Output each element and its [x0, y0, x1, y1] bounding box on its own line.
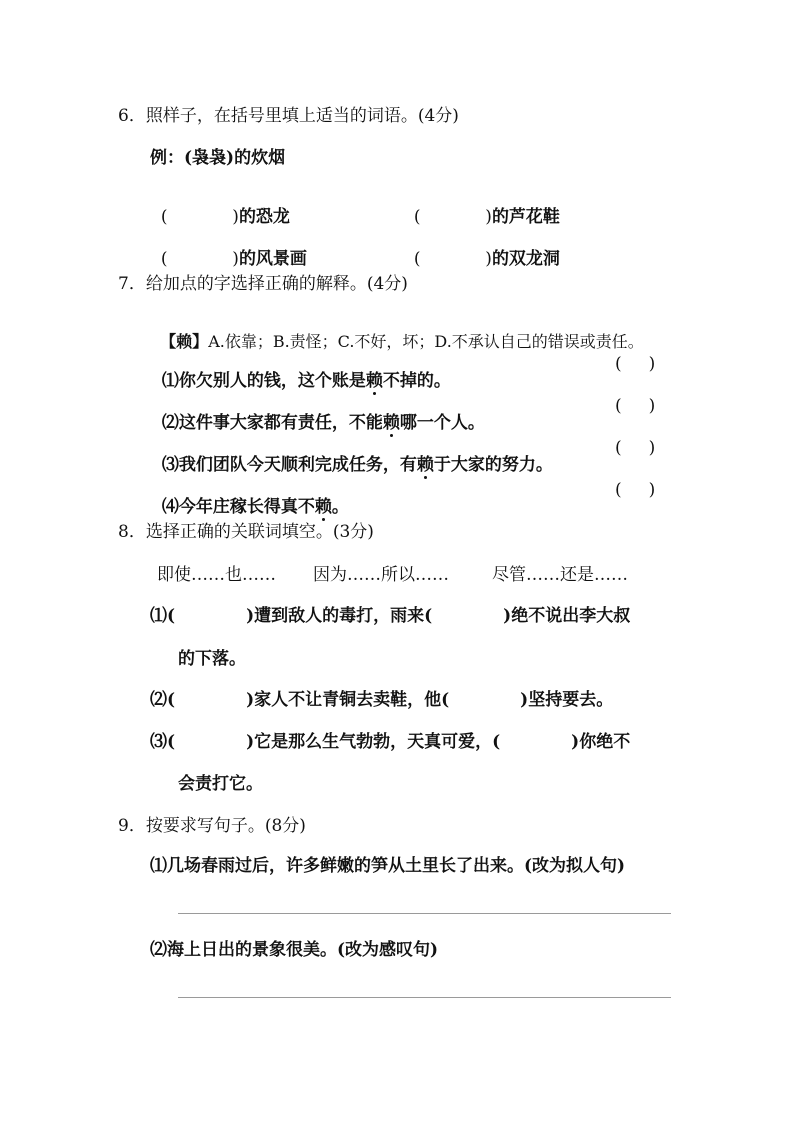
q8-item-1-line-2: 的下落。 — [178, 649, 246, 669]
q8-title: 8．选择正确的关联词填空。(3分) — [118, 522, 374, 542]
q6-item-3 — [150, 234, 307, 268]
q7-definition-body: A.依靠；B.责怪；C.不好，坏；D.不承认自己的错误或责任。 — [208, 332, 644, 351]
q7-item-4 — [150, 482, 349, 516]
q9-item-2: ⑵海上日出的景象很美。(改为感叹句) — [150, 940, 439, 960]
q7-title: 7．给加点的字选择正确的解释。(4分) — [118, 274, 408, 294]
q9-title: 9．按要求写句子。(8分) — [118, 816, 306, 836]
q7-item-2-post: 哪一个人。 — [399, 413, 485, 433]
q8-option-3: 尽管……还是…… — [492, 565, 628, 585]
q6-blank-1[interactable]: ( ) — [160, 207, 239, 227]
q7-item-3-pre: ⑶我们团队今天顺利完成任务，有 — [161, 455, 417, 475]
q7-answer-4[interactable]: ( ) — [615, 480, 656, 500]
q7-definition — [150, 318, 644, 350]
q7-item-4-pre: ⑷今年庄稼长得真不 — [161, 497, 315, 517]
q9-answer-line-2[interactable] — [178, 997, 671, 998]
q8-item-2-line-1: ⑵( )家人不让青铜去卖鞋，他( )坚持要去。 — [150, 690, 614, 710]
q7-answer-2[interactable]: ( ) — [615, 396, 656, 416]
q6-item-2 — [403, 192, 560, 226]
q7-item-3 — [150, 440, 553, 474]
q7-answer-1[interactable]: ( ) — [615, 354, 656, 374]
q6-item-1 — [150, 192, 290, 226]
q9-item-1: ⑴几场春雨过后，许多鲜嫩的笋从土里长了出来。(改为拟人句) — [150, 856, 626, 876]
q6-title: 6．照样子，在括号里填上适当的词语。(4分) — [118, 106, 459, 126]
q7-item-4-post: 。 — [331, 497, 349, 517]
q6-item-4 — [403, 234, 560, 268]
q7-item-1-post: 不掉的。 — [382, 371, 451, 391]
q9-answer-line-1[interactable] — [178, 913, 671, 914]
q8-option-2: 因为……所以…… — [313, 565, 449, 585]
q7-item-4-dotted-char: 赖 — [314, 497, 332, 517]
q7-item-2-pre: ⑵这件事大家都有责任，不能 — [161, 413, 383, 433]
q6-suffix-3: 的风景画 — [238, 249, 307, 269]
q7-item-1 — [150, 356, 451, 390]
q6-blank-3[interactable]: ( ) — [160, 249, 239, 269]
q8-option-1: 即使……也…… — [157, 565, 276, 585]
q7-item-3-post: 于大家的努力。 — [433, 455, 553, 475]
q7-item-2-dotted-char: 赖 — [382, 413, 400, 433]
q7-item-3-dotted-char: 赖 — [416, 455, 434, 475]
q7-item-1-pre: ⑴你欠别人的钱，这个账是 — [161, 371, 366, 391]
q6-suffix-1: 的恐龙 — [238, 207, 290, 227]
q6-blank-4[interactable]: ( ) — [413, 249, 492, 269]
q8-item-3-line-2: 会责打它。 — [178, 774, 263, 794]
q7-item-2 — [150, 398, 485, 432]
q6-blank-2[interactable]: ( ) — [413, 207, 492, 227]
q6-suffix-2: 的芦花鞋 — [491, 207, 560, 227]
q7-answer-3[interactable]: ( ) — [615, 438, 656, 458]
q6-suffix-4: 的双龙洞 — [491, 249, 560, 269]
q7-item-1-dotted-char: 赖 — [365, 371, 383, 391]
q8-item-1-line-1: ⑴( )遭到敌人的毒打，雨来( )绝不说出李大叔 — [150, 606, 631, 626]
q7-definition-head: 【赖】 — [160, 332, 209, 351]
q6-example: 例：(袅袅)的炊烟 — [150, 148, 286, 168]
q8-item-3-line-1: ⑶( )它是那么生气勃勃，天真可爱，( )你绝不 — [150, 732, 631, 752]
